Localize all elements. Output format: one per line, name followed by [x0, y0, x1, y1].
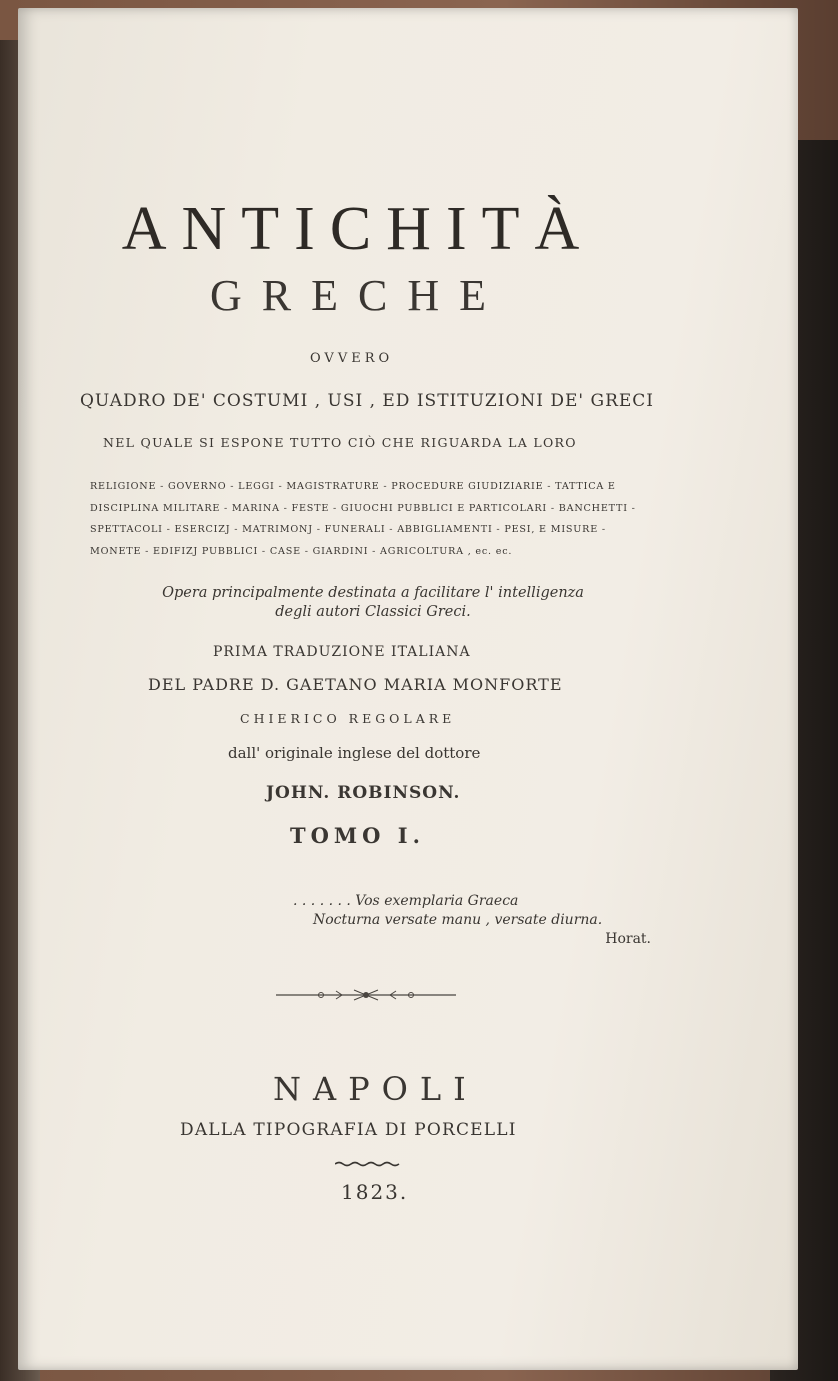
- ovvero-text: OVVERO: [310, 351, 394, 366]
- translator-name: DEL PADRE D. GAETANO MARIA MONFORTE: [148, 675, 563, 694]
- epigraph-line-2: Nocturna versate manu , versate diurna.: [313, 912, 603, 928]
- epigraph: [293, 892, 663, 949]
- epigraph-line-1: . . . . . . . Vos exemplaria Graeca: [293, 893, 519, 909]
- book-subtitle: GRECHE: [210, 271, 506, 320]
- opera-line-2: degli autori Classici Greci.: [275, 604, 471, 620]
- contents-list: RELIGIONE - GOVERNO - LEGGI - MAGISTRATURE - PROCEDURE GIUDIZIARIE - TATTICA E DISCIPLINA MILITARE - MARINA - FESTE - GIUOCHI PUBBLICI E PARTICOLARI - BANCHETTI - SPETTACOLI - ESERCIZJ - MATRIMONJ - FUNERALI - ABBIGLIAMENTI - PESI, E MISURE - MONETE - EDIFIZJ PUBBLICI - CASE - GIARDINI - AGRICOLTURA , ec. ec.: [90, 481, 636, 557]
- decorative-rule-icon: [276, 987, 456, 1003]
- small-ornament-icon: [335, 1161, 401, 1167]
- epigraph-attribution: Horat.: [605, 931, 651, 947]
- book-title: ANTICHITÀ: [121, 195, 595, 263]
- volume-number: TOMO I.: [290, 823, 425, 848]
- title-page: [18, 8, 798, 1370]
- original-note: dall' originale inglese del dottore: [228, 744, 481, 762]
- author-name: JOHN. ROBINSON.: [266, 783, 461, 803]
- opera-line-1: Opera principalmente destinata a facilitare l' intelligenza: [162, 585, 584, 601]
- opera-description: [123, 584, 623, 622]
- nel-quale-text: NEL QUALE SI ESPONE TUTTO CIÒ CHE RIGUARDA LA LORO: [103, 435, 577, 450]
- translation-note: PRIMA TRADUZIONE ITALIANA: [213, 644, 471, 660]
- quadro-text: QUADRO DE' COSTUMI , USI , ED ISTITUZIONI DE' GRECI: [80, 391, 655, 411]
- translator-title: CHIERICO REGOLARE: [240, 711, 456, 726]
- publication-year: 1823.: [341, 1180, 409, 1204]
- printer-name: DALLA TIPOGRAFIA DI PORCELLI: [180, 1120, 517, 1140]
- publication-city: NAPOLI: [273, 1070, 478, 1108]
